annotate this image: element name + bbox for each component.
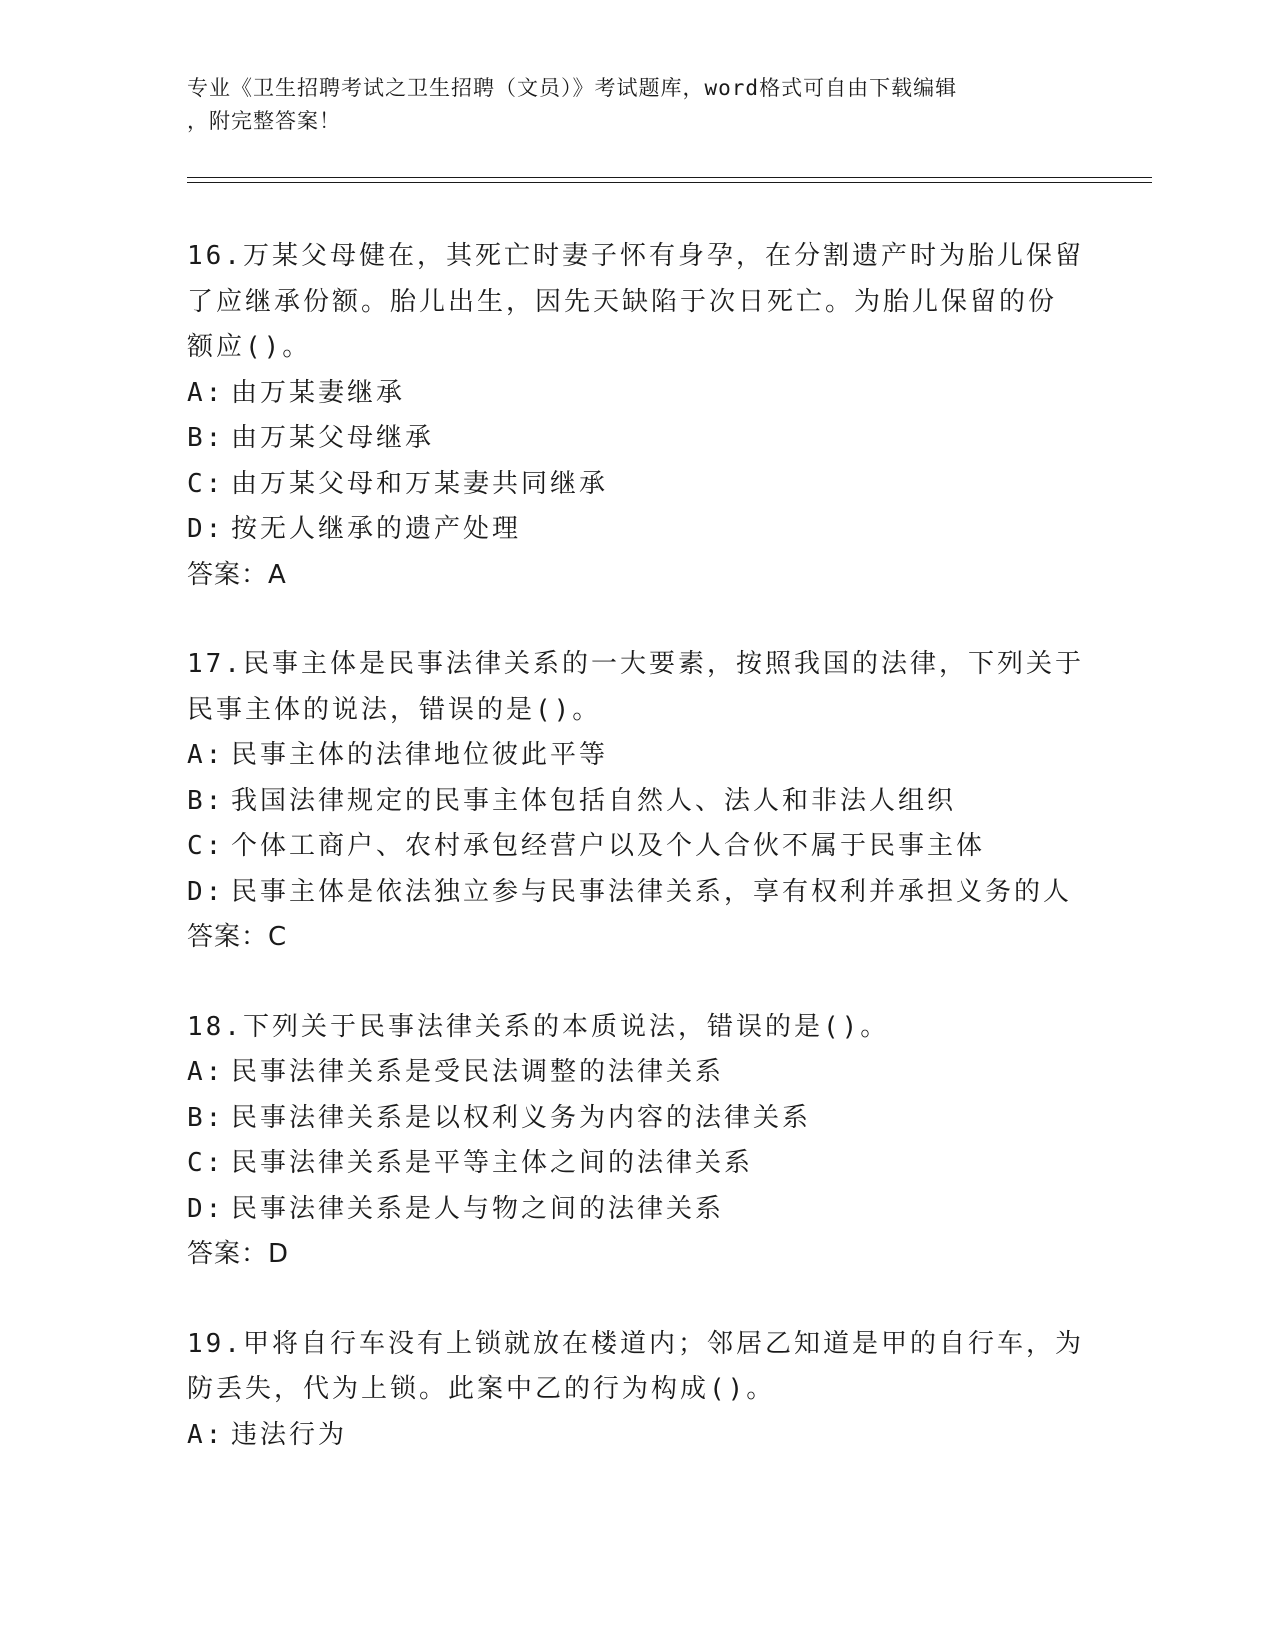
option-key: A: (187, 377, 225, 408)
option-b (187, 416, 1087, 462)
option-d (187, 507, 1087, 553)
option-key: D: (187, 1193, 225, 1224)
option-key: B: (187, 1102, 225, 1133)
option-text: 我国法律规定的民事主体包括自然人、法人和非法人组织 (231, 785, 957, 816)
option-a (187, 371, 1087, 417)
question-stem-line: 民事主体的说法，错误的是()。 (187, 694, 602, 725)
option-text: 民事法律关系是以权利义务为内容的法律关系 (231, 1102, 812, 1133)
question-stem-line: 17.民事主体是民事法律关系的一大要素，按照我国的法律，下列关于 (187, 649, 1084, 679)
option-b (187, 779, 1087, 825)
option-c (187, 1141, 1087, 1187)
question-stem-line: 额应()。 (187, 332, 312, 362)
answer-line: 答案：D (187, 1239, 290, 1269)
header-rule-top (187, 177, 1152, 178)
question-17 (187, 642, 1087, 961)
option-d (187, 870, 1087, 916)
option-text: 个体工商户、农村承包经营户以及个人合伙不属于民事主体 (231, 831, 986, 861)
option-b (187, 1096, 1087, 1142)
option-text: 由万某父母和万某妻共同继承 (231, 468, 609, 499)
option-key: C: (187, 1148, 225, 1178)
option-key: D: (187, 514, 225, 544)
question-18 (187, 1005, 1087, 1278)
question-19 (187, 1322, 1087, 1459)
answer-line: 答案：A (187, 559, 287, 590)
option-key: C: (187, 831, 225, 861)
document-header (187, 72, 1087, 138)
option-text: 民事主体是依法独立参与民事法律关系，享有权利并承担义务的人 (231, 876, 1073, 907)
option-text: 民事法律关系是受民法调整的法律关系 (231, 1057, 725, 1087)
header-line-2: ，附完整答案！ (187, 109, 341, 133)
option-text: 民事法律关系是人与物之间的法律关系 (231, 1193, 725, 1224)
answer-line: 答案：C (187, 922, 288, 952)
option-text: 按无人继承的遗产处理 (231, 514, 522, 544)
question-stem-line: 了应继承份额。胎儿出生，因先天缺陷于次日死亡。为胎儿保留的份 (187, 286, 1058, 317)
question-stem-line: 19.甲将自行车没有上锁就放在楼道内；邻居乙知道是甲的自行车，为 (187, 1328, 1084, 1359)
option-a (187, 733, 1087, 779)
option-d (187, 1187, 1087, 1233)
option-a (187, 1413, 1087, 1459)
option-text: 违法行为 (231, 1419, 348, 1450)
option-key: C: (187, 468, 225, 499)
question-stem-line: 防丢失，代为上锁。此案中乙的行为构成()。 (187, 1374, 776, 1404)
option-text: 民事主体的法律地位彼此平等 (231, 740, 609, 770)
option-key: B: (187, 423, 225, 453)
option-key: A: (187, 1419, 225, 1450)
option-key: A: (187, 740, 225, 770)
option-a (187, 1050, 1087, 1096)
option-key: B: (187, 785, 225, 816)
question-stem-line: 18.下列关于民事法律关系的本质说法，错误的是()。 (187, 1011, 890, 1042)
option-c (187, 824, 1087, 870)
header-rule-bottom (187, 182, 1152, 183)
option-text: 由万某妻继承 (231, 377, 406, 408)
question-list (187, 234, 1087, 1502)
option-key: D: (187, 876, 225, 907)
question-16 (187, 234, 1087, 598)
option-c (187, 462, 1087, 508)
option-text: 由万某父母继承 (231, 423, 435, 453)
header-line-1: 专业《卫生招聘考试之卫生招聘（文员）》考试题库，word格式可自由下载编辑 (187, 76, 958, 100)
option-text: 民事法律关系是平等主体之间的法律关系 (231, 1148, 754, 1178)
option-key: A: (187, 1057, 225, 1087)
question-stem-line: 16.万某父母健在，其死亡时妻子怀有身孕，在分割遗产时为胎儿保留 (187, 241, 1084, 271)
